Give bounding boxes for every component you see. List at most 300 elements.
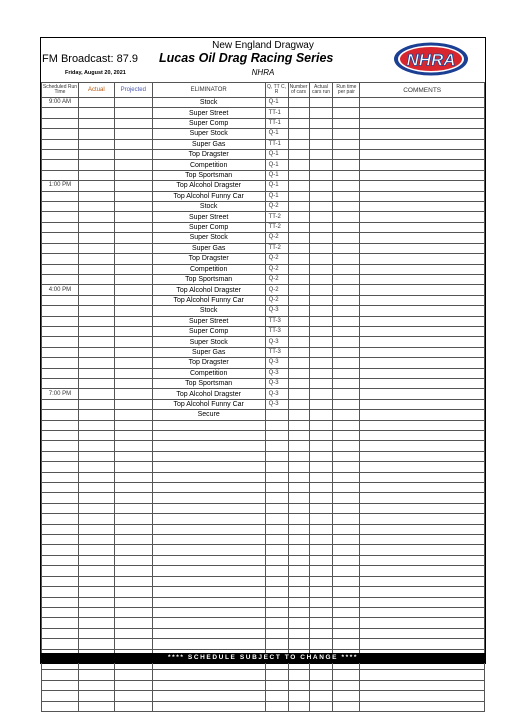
table-row [42, 264, 485, 274]
cell-eliminator [152, 451, 265, 461]
table-row [42, 483, 485, 493]
table-row [42, 555, 485, 565]
cell-pair [333, 212, 360, 222]
cell-pair [333, 483, 360, 493]
table-row [42, 295, 485, 305]
cell-actual [78, 368, 114, 378]
cell-code [265, 514, 288, 524]
cell-cars [288, 628, 309, 638]
table-row [42, 680, 485, 690]
cell-run [309, 389, 333, 399]
cell-run [309, 472, 333, 482]
cell-run [309, 524, 333, 534]
cell-cars [288, 576, 309, 586]
cell-time [42, 358, 79, 368]
cell-time [42, 337, 79, 347]
cell-comments [360, 295, 485, 305]
cell-code: Q-2 [265, 274, 288, 284]
cell-run [309, 555, 333, 565]
table-row [42, 545, 485, 555]
cell-projected [114, 483, 152, 493]
cell-pair [333, 431, 360, 441]
cell-code: Q-1 [265, 191, 288, 201]
cell-run [309, 160, 333, 170]
cell-run [309, 358, 333, 368]
schedule-footer: **** SCHEDULE SUBJECT TO CHANGE **** [41, 653, 485, 663]
schedule-sheet [40, 37, 486, 664]
cell-run [309, 670, 333, 680]
cell-code: Q-2 [265, 295, 288, 305]
cell-actual [78, 493, 114, 503]
cell-pair [333, 639, 360, 649]
cell-projected [114, 368, 152, 378]
cell-actual [78, 378, 114, 388]
cell-code [265, 410, 288, 420]
cell-comments [360, 576, 485, 586]
cell-actual [78, 326, 114, 336]
cell-code [265, 493, 288, 503]
cell-run [309, 597, 333, 607]
cell-time [42, 670, 79, 680]
col-eliminator: ELIMINATOR [152, 83, 265, 98]
cell-time [42, 139, 79, 149]
cell-actual [78, 191, 114, 201]
cell-eliminator: Competition [152, 264, 265, 274]
cell-eliminator: Super Comp [152, 118, 265, 128]
cell-pair [333, 378, 360, 388]
cell-comments [360, 264, 485, 274]
cell-actual [78, 535, 114, 545]
cell-pair [333, 264, 360, 274]
cell-pair [333, 150, 360, 160]
cell-run [309, 139, 333, 149]
cell-run [309, 254, 333, 264]
cell-time [42, 535, 79, 545]
cell-actual [78, 118, 114, 128]
cell-projected [114, 451, 152, 461]
cell-time [42, 451, 79, 461]
cell-code [265, 587, 288, 597]
cell-time [42, 326, 79, 336]
cell-comments [360, 368, 485, 378]
table-row [42, 639, 485, 649]
cell-projected [114, 691, 152, 701]
cell-comments [360, 274, 485, 284]
cell-code [265, 639, 288, 649]
schedule-rows [42, 98, 485, 712]
cell-time [42, 118, 79, 128]
cell-code: Q-2 [265, 254, 288, 264]
cell-pair [333, 202, 360, 212]
cell-actual [78, 274, 114, 284]
cell-cars [288, 378, 309, 388]
cell-actual [78, 514, 114, 524]
cell-code: Q-1 [265, 150, 288, 160]
cell-pair [333, 628, 360, 638]
cell-pair [333, 493, 360, 503]
cell-projected [114, 545, 152, 555]
cell-pair [333, 514, 360, 524]
cell-run [309, 462, 333, 472]
cell-eliminator: Super Gas [152, 243, 265, 253]
cell-run [309, 431, 333, 441]
cell-run [309, 451, 333, 461]
cell-comments [360, 212, 485, 222]
cell-run [309, 618, 333, 628]
cell-comments [360, 524, 485, 534]
cell-code: Q-2 [265, 264, 288, 274]
cell-run [309, 170, 333, 180]
sanction-body: NHRA [251, 68, 275, 77]
cell-eliminator: Top Dragster [152, 358, 265, 368]
cell-code: Q-1 [265, 129, 288, 139]
cell-run [309, 181, 333, 191]
cell-run [309, 576, 333, 586]
cell-time [42, 368, 79, 378]
cell-code [265, 451, 288, 461]
cell-pair [333, 285, 360, 295]
cell-code: TT-3 [265, 326, 288, 336]
cell-eliminator [152, 639, 265, 649]
table-row [42, 503, 485, 513]
cell-comments [360, 118, 485, 128]
cell-pair [333, 524, 360, 534]
col-comments: COMMENTS [360, 83, 485, 98]
cell-code [265, 503, 288, 513]
cell-actual [78, 181, 114, 191]
table-row [42, 389, 485, 399]
cell-pair [333, 618, 360, 628]
cell-run [309, 483, 333, 493]
cell-eliminator [152, 691, 265, 701]
cell-code: Q-2 [265, 233, 288, 243]
cell-actual [78, 566, 114, 576]
table-row [42, 618, 485, 628]
cell-time [42, 493, 79, 503]
cell-actual [78, 691, 114, 701]
cell-code [265, 701, 288, 711]
cell-eliminator [152, 483, 265, 493]
cell-run [309, 243, 333, 253]
cell-actual [78, 129, 114, 139]
cell-projected [114, 347, 152, 357]
cell-time [42, 410, 79, 420]
cell-comments [360, 389, 485, 399]
cell-pair [333, 441, 360, 451]
cell-projected [114, 160, 152, 170]
cell-time [42, 576, 79, 586]
cell-pair [333, 306, 360, 316]
cell-run [309, 535, 333, 545]
cell-run [309, 285, 333, 295]
table-row [42, 420, 485, 430]
cell-cars [288, 295, 309, 305]
cell-projected [114, 462, 152, 472]
cell-run [309, 514, 333, 524]
cell-cars [288, 358, 309, 368]
cell-actual [78, 597, 114, 607]
cell-actual [78, 306, 114, 316]
cell-run [309, 222, 333, 232]
table-row [42, 222, 485, 232]
cell-comments [360, 98, 485, 108]
cell-comments [360, 670, 485, 680]
cell-code [265, 524, 288, 534]
table-row [42, 493, 485, 503]
cell-comments [360, 191, 485, 201]
cell-pair [333, 233, 360, 243]
cell-pair [333, 680, 360, 690]
cell-comments [360, 358, 485, 368]
cell-time [42, 566, 79, 576]
cell-code [265, 691, 288, 701]
cell-cars [288, 680, 309, 690]
cell-cars [288, 118, 309, 128]
cell-comments [360, 628, 485, 638]
cell-projected [114, 514, 152, 524]
cell-eliminator: Super Street [152, 212, 265, 222]
table-row [42, 306, 485, 316]
cell-comments [360, 160, 485, 170]
cell-actual [78, 150, 114, 160]
cell-pair [333, 274, 360, 284]
col-actual-cars-run: Actual cars run [309, 83, 333, 98]
cell-time [42, 524, 79, 534]
cell-eliminator: Secure [152, 410, 265, 420]
cell-comments [360, 254, 485, 264]
cell-code: Q-3 [265, 337, 288, 347]
cell-projected [114, 326, 152, 336]
cell-cars [288, 98, 309, 108]
cell-cars [288, 701, 309, 711]
table-row [42, 243, 485, 253]
cell-code [265, 597, 288, 607]
cell-actual [78, 607, 114, 617]
cell-run [309, 233, 333, 243]
cell-actual [78, 285, 114, 295]
cell-run [309, 191, 333, 201]
cell-code: Q-1 [265, 98, 288, 108]
cell-eliminator: Top Alcohol Funny Car [152, 399, 265, 409]
cell-cars [288, 368, 309, 378]
cell-actual [78, 337, 114, 347]
cell-pair [333, 129, 360, 139]
cell-time: 7:00 PM [42, 389, 79, 399]
cell-code [265, 462, 288, 472]
cell-time [42, 472, 79, 482]
cell-time [42, 587, 79, 597]
cell-cars [288, 462, 309, 472]
cell-eliminator: Super Stock [152, 233, 265, 243]
schedule-header [41, 38, 485, 82]
cell-cars [288, 222, 309, 232]
cell-comments [360, 701, 485, 711]
cell-comments [360, 306, 485, 316]
cell-code [265, 420, 288, 430]
cell-code [265, 576, 288, 586]
cell-cars [288, 431, 309, 441]
cell-cars [288, 472, 309, 482]
cell-projected [114, 170, 152, 180]
cell-cars [288, 639, 309, 649]
cell-time [42, 555, 79, 565]
cell-eliminator [152, 566, 265, 576]
cell-comments [360, 441, 485, 451]
cell-eliminator: Top Alcohol Funny Car [152, 295, 265, 305]
table-row [42, 316, 485, 326]
cell-comments [360, 181, 485, 191]
cell-pair [333, 316, 360, 326]
cell-comments [360, 597, 485, 607]
cell-projected [114, 191, 152, 201]
cell-actual [78, 701, 114, 711]
table-row [42, 337, 485, 347]
cell-run [309, 316, 333, 326]
cell-eliminator [152, 618, 265, 628]
cell-comments [360, 233, 485, 243]
cell-code: TT-3 [265, 347, 288, 357]
cell-comments [360, 326, 485, 336]
cell-cars [288, 691, 309, 701]
cell-time [42, 514, 79, 524]
cell-run [309, 441, 333, 451]
table-row [42, 202, 485, 212]
col-projected: Projected [114, 83, 152, 98]
table-row [42, 472, 485, 482]
cell-comments [360, 472, 485, 482]
cell-code: Q-3 [265, 378, 288, 388]
cell-projected [114, 285, 152, 295]
cell-eliminator [152, 431, 265, 441]
fm-broadcast: FM Broadcast: 87.9 [42, 53, 138, 65]
cell-run [309, 337, 333, 347]
cell-eliminator: Top Dragster [152, 254, 265, 264]
cell-run [309, 295, 333, 305]
cell-eliminator [152, 597, 265, 607]
cell-pair [333, 358, 360, 368]
cell-run [309, 118, 333, 128]
cell-time [42, 316, 79, 326]
cell-pair [333, 160, 360, 170]
cell-code: Q-3 [265, 389, 288, 399]
cell-cars [288, 389, 309, 399]
cell-pair [333, 566, 360, 576]
cell-cars [288, 139, 309, 149]
cell-eliminator [152, 493, 265, 503]
cell-comments [360, 639, 485, 649]
cell-eliminator [152, 524, 265, 534]
cell-cars [288, 587, 309, 597]
cell-run [309, 212, 333, 222]
cell-code [265, 670, 288, 680]
cell-projected [114, 410, 152, 420]
cell-cars [288, 264, 309, 274]
cell-code [265, 483, 288, 493]
cell-code [265, 566, 288, 576]
event-date: Friday, August 20, 2021 [65, 70, 126, 76]
table-row [42, 670, 485, 680]
cell-comments [360, 150, 485, 160]
cell-comments [360, 451, 485, 461]
cell-code: Q-3 [265, 306, 288, 316]
cell-pair [333, 337, 360, 347]
cell-projected [114, 139, 152, 149]
nhra-logo-icon [393, 42, 469, 76]
table-row [42, 514, 485, 524]
cell-pair [333, 108, 360, 118]
cell-cars [288, 503, 309, 513]
cell-time [42, 243, 79, 253]
cell-time [42, 628, 79, 638]
cell-cars [288, 233, 309, 243]
cell-projected [114, 576, 152, 586]
cell-comments [360, 337, 485, 347]
table-row [42, 191, 485, 201]
cell-comments [360, 170, 485, 180]
cell-cars [288, 535, 309, 545]
cell-eliminator [152, 701, 265, 711]
cell-code: TT-2 [265, 212, 288, 222]
cell-pair [333, 254, 360, 264]
cell-pair [333, 576, 360, 586]
cell-time [42, 639, 79, 649]
cell-projected [114, 181, 152, 191]
cell-eliminator: Super Stock [152, 337, 265, 347]
cell-time [42, 607, 79, 617]
cell-eliminator [152, 576, 265, 586]
cell-code [265, 628, 288, 638]
cell-run [309, 150, 333, 160]
cell-comments [360, 285, 485, 295]
table-row [42, 462, 485, 472]
cell-cars [288, 160, 309, 170]
table-row [42, 587, 485, 597]
cell-eliminator: Top Sportsman [152, 170, 265, 180]
cell-code: Q-3 [265, 399, 288, 409]
cell-cars [288, 420, 309, 430]
cell-run [309, 368, 333, 378]
cell-comments [360, 462, 485, 472]
cell-cars [288, 493, 309, 503]
cell-code [265, 545, 288, 555]
cell-pair [333, 326, 360, 336]
cell-eliminator: Top Dragster [152, 150, 265, 160]
cell-run [309, 326, 333, 336]
cell-cars [288, 483, 309, 493]
cell-run [309, 680, 333, 690]
cell-eliminator [152, 462, 265, 472]
cell-comments [360, 691, 485, 701]
cell-eliminator: Super Gas [152, 139, 265, 149]
cell-projected [114, 524, 152, 534]
cell-projected [114, 222, 152, 232]
cell-code: Q-3 [265, 368, 288, 378]
cell-code: TT-2 [265, 243, 288, 253]
table-row [42, 628, 485, 638]
cell-pair [333, 98, 360, 108]
cell-time [42, 254, 79, 264]
cell-run [309, 202, 333, 212]
cell-run [309, 399, 333, 409]
cell-run [309, 274, 333, 284]
cell-projected [114, 306, 152, 316]
cell-pair [333, 607, 360, 617]
cell-run [309, 378, 333, 388]
cell-run [309, 545, 333, 555]
cell-cars [288, 129, 309, 139]
cell-time [42, 618, 79, 628]
cell-actual [78, 462, 114, 472]
